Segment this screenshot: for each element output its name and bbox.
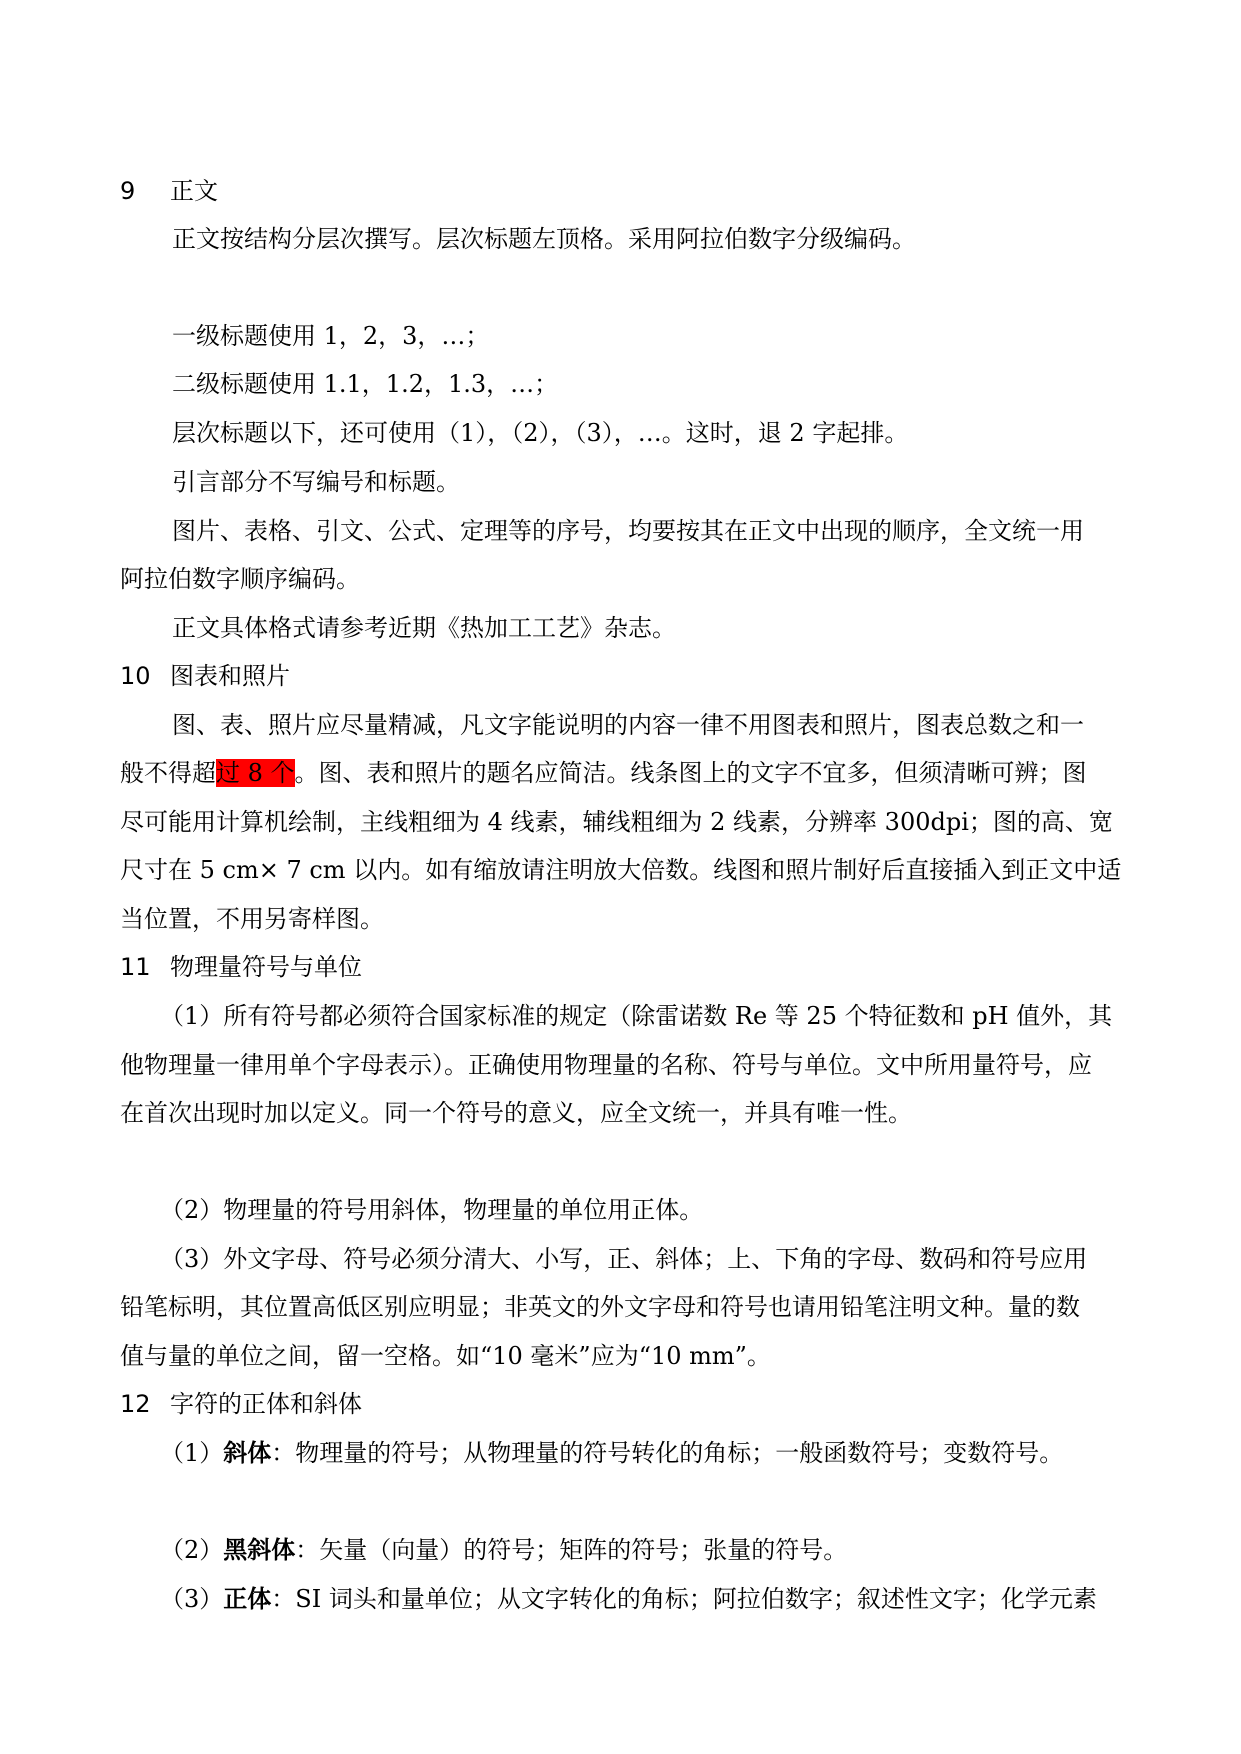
section-9-number: 9 bbox=[120, 177, 136, 205]
list-item bbox=[160, 1535, 847, 1565]
paragraph: 引言部分不写编号和标题。 bbox=[172, 468, 460, 496]
section-10-number: 10 bbox=[120, 662, 151, 690]
item-text: ：物理量的符号；从物理量的符号转化的角标；一般函数符号；变数符号。 bbox=[271, 1439, 1064, 1467]
text-run: 般不得超 bbox=[120, 759, 216, 787]
item-number: （3） bbox=[160, 1585, 224, 1613]
item-label: 斜体 bbox=[223, 1439, 272, 1467]
item-text: ：矢量（向量）的符号；矩阵的符号；张量的符号。 bbox=[295, 1536, 848, 1564]
item-number: （1） bbox=[160, 1439, 224, 1467]
section-12-heading bbox=[120, 1389, 362, 1419]
paragraph-continued: 他物理量一律用单个字母表示）。正确使用物理量的名称、符号与单位。文中所用量符号，应 bbox=[120, 1051, 1092, 1079]
paragraph-continued bbox=[120, 758, 1087, 788]
paragraph: （2）物理量的符号用斜体，物理量的单位用正体。 bbox=[160, 1196, 704, 1224]
text-run: 。图、表和照片的题名应简洁。线条图上的文字不宜多，但须清晰可辨；图 bbox=[294, 759, 1087, 787]
paragraph: （3）外文字母、符号必须分清大、小写，正、斜体；上、下角的字母、数码和符号应用 bbox=[160, 1245, 1088, 1273]
paragraph: 层次标题以下，还可使用（1），（2），（3），…。这时，退 2 字起排。 bbox=[172, 419, 909, 447]
paragraph-continued: 当位置，不用另寄样图。 bbox=[120, 905, 384, 933]
paragraph-continued: 尽可能用计算机绘制，主线粗细为 4 线素，辅线粗细为 2 线素，分辨率 300dpi；图的高、宽 bbox=[120, 808, 1113, 836]
section-9-title: 正文 bbox=[170, 177, 218, 205]
list-item bbox=[160, 1584, 1097, 1614]
highlighted-text: 过 8 个 bbox=[216, 759, 295, 787]
section-10-title: 图表和照片 bbox=[170, 662, 290, 690]
paragraph: 二级标题使用 1.1，1.2，1.3，…； bbox=[172, 370, 559, 398]
paragraph: （1）所有符号都必须符合国家标准的规定（除雷诺数 Re 等 25 个特征数和 pH 值外，其 bbox=[160, 1002, 1113, 1030]
section-9-heading bbox=[120, 176, 218, 206]
section-10-heading bbox=[120, 661, 290, 691]
section-11-number: 11 bbox=[120, 953, 151, 981]
paragraph-continued: 在首次出现时加以定义。同一个符号的意义，应全文统一，并具有唯一性。 bbox=[120, 1099, 912, 1127]
section-11-heading bbox=[120, 952, 362, 982]
paragraph-continued: 值与量的单位之间，留一空格。如“10 毫米”应为“10 mm”。 bbox=[120, 1342, 771, 1370]
item-number: （2） bbox=[160, 1536, 224, 1564]
item-label: 正体 bbox=[223, 1585, 272, 1613]
section-12-number: 12 bbox=[120, 1390, 151, 1418]
item-label: 黑斜体 bbox=[223, 1536, 296, 1564]
section-12-title: 字符的正体和斜体 bbox=[170, 1390, 362, 1418]
paragraph-continued: 阿拉伯数字顺序编码。 bbox=[120, 565, 360, 593]
section-11-title: 物理量符号与单位 bbox=[170, 953, 362, 981]
item-text: ：SI 词头和量单位；从文字转化的角标；阿拉伯数字；叙述性文字；化学元素 bbox=[271, 1585, 1097, 1613]
paragraph: 正文具体格式请参考近期《热加工工艺》杂志。 bbox=[172, 614, 676, 642]
paragraph-continued: 铅笔标明，其位置高低区别应明显；非英文的外文字母和符号也请用铅笔注明文种。量的数 bbox=[120, 1293, 1080, 1321]
paragraph: 图、表、照片应尽量精减，凡文字能说明的内容一律不用图表和照片，图表总数之和一 bbox=[172, 711, 1084, 739]
paragraph: 图片、表格、引文、公式、定理等的序号，均要按其在正文中出现的顺序，全文统一用 bbox=[172, 517, 1084, 545]
paragraph: 正文按结构分层次撰写。层次标题左顶格。采用阿拉伯数字分级编码。 bbox=[172, 225, 916, 253]
list-item bbox=[160, 1438, 1063, 1468]
paragraph: 一级标题使用 1，2，3，…； bbox=[172, 322, 490, 350]
paragraph-continued: 尺寸在 5 cm× 7 cm 以内。如有缩放请注明放大倍数。线图和照片制好后直接插入到正文中适 bbox=[120, 856, 1122, 884]
